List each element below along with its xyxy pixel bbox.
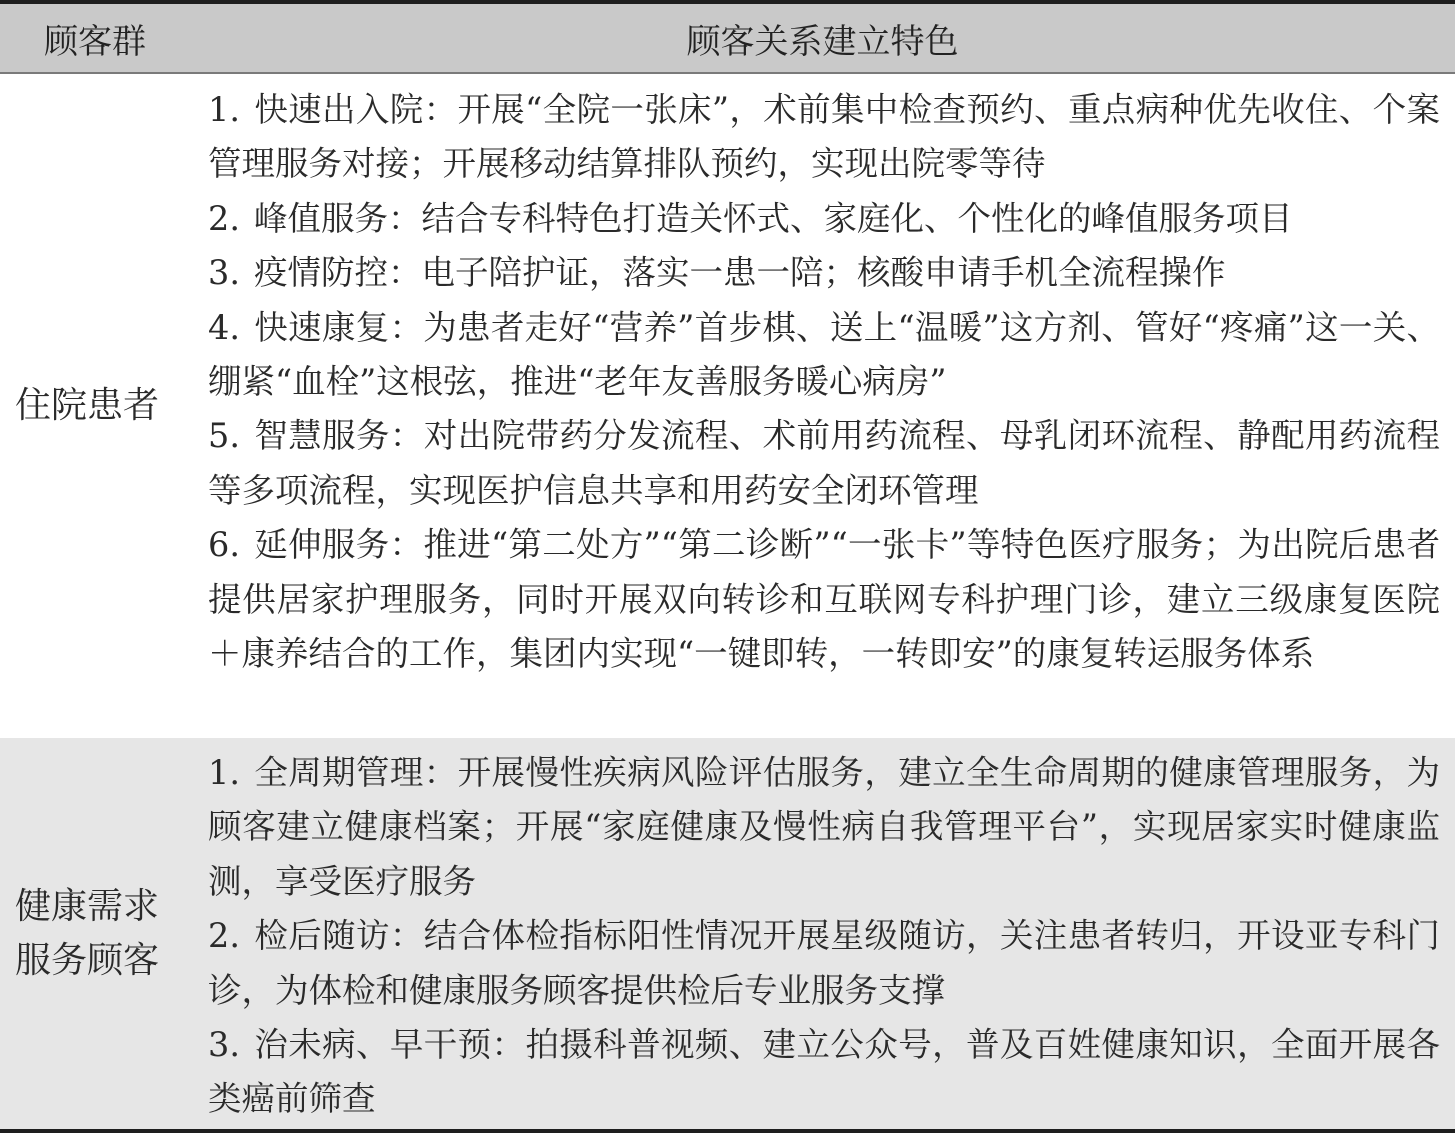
item-text: 治未病、早干预：拍摄科普视频、建立公众号，普及百姓健康知识，全面开展各类癌前筛查 <box>208 1025 1440 1119</box>
feature-item <box>208 518 1440 681</box>
group-label: 健康需求服务顾客 <box>15 885 160 981</box>
item-text: 智慧服务：对出院带药分发流程、术前用药流程、母乳闭环流程、静配用药流程等多项流程，实现医护信息共享和用药安全闭环管理 <box>208 416 1440 510</box>
item-number: 4. <box>208 307 240 347</box>
group-label: 住院患者 <box>15 385 160 426</box>
item-text: 检后随访：结合体检指标阳性情况开展星级随访，关注患者转归，开设亚专科门诊，为体检和健康服务顾客提供检后专业服务支撑 <box>208 916 1440 1010</box>
item-text: 全周期管理：开展慢性疾病风险评估服务，建立全生命周期的健康管理服务，为顾客建立健康档案；开展“家庭健康及慢性病自我管理平台”，实现居家实时健康监测，享受医疗服务 <box>208 753 1440 901</box>
item-number: 1. <box>208 753 240 792</box>
item-number: 2. <box>208 916 240 956</box>
group-cell <box>0 74 190 738</box>
item-text: 快速出入院：开展“全院一张床”，术前集中检查预约、重点病种优先收住、个案管理服务对接；开展移动结算排队预约，实现出院零等待 <box>208 90 1440 184</box>
item-number: 2. <box>208 198 240 238</box>
item-number: 3. <box>208 253 240 293</box>
item-text: 疫情防控：电子陪护证，落实一患一陪；核酸申请手机全流程操作 <box>253 253 1226 293</box>
item-text: 快速康复：为患者走好“营养”首步棋、送上“温暖”这方剂、管好“疼痛”这一关、绷紧“血栓”这根弦，推进“老年友善服务暖心病房” <box>208 307 1440 402</box>
table-row-health-service-customers <box>0 738 1455 1129</box>
item-number: 5. <box>208 416 240 456</box>
item-text: 峰值服务：结合专科特色打造关怀式、家庭化、个性化的峰值服务项目 <box>253 198 1293 238</box>
header-relationship-features: 顾客关系建立特色 <box>686 21 959 62</box>
feature-item <box>208 83 1440 192</box>
item-text: 延伸服务：推进“第二处方”“第二诊断”“一张卡”等特色医疗服务；为出院后患者提供居家护理服务，同时开展双向转诊和互联网专科护理门诊，建立三级康复医院＋康养结合的工作，集团内实现“一键即转，一转即安”的康复转运服务体系 <box>208 525 1440 674</box>
group-cell <box>0 738 190 1129</box>
feature-item <box>208 246 1440 300</box>
item-number: 3. <box>208 1025 240 1065</box>
item-number: 1. <box>208 90 240 129</box>
feature-item <box>208 301 1440 410</box>
table-bottom-rule <box>0 1129 1455 1133</box>
feature-item <box>208 746 1440 909</box>
table-row-inpatients <box>0 74 1455 738</box>
features-cell <box>208 74 1440 681</box>
feature-item <box>208 909 1440 1018</box>
header-customer-group: 顾客群 <box>44 21 146 62</box>
feature-item <box>208 1018 1440 1127</box>
feature-item <box>208 192 1440 246</box>
table-header <box>0 4 1455 74</box>
feature-item <box>208 409 1440 518</box>
item-number: 6. <box>208 525 240 565</box>
features-cell <box>208 738 1440 1127</box>
